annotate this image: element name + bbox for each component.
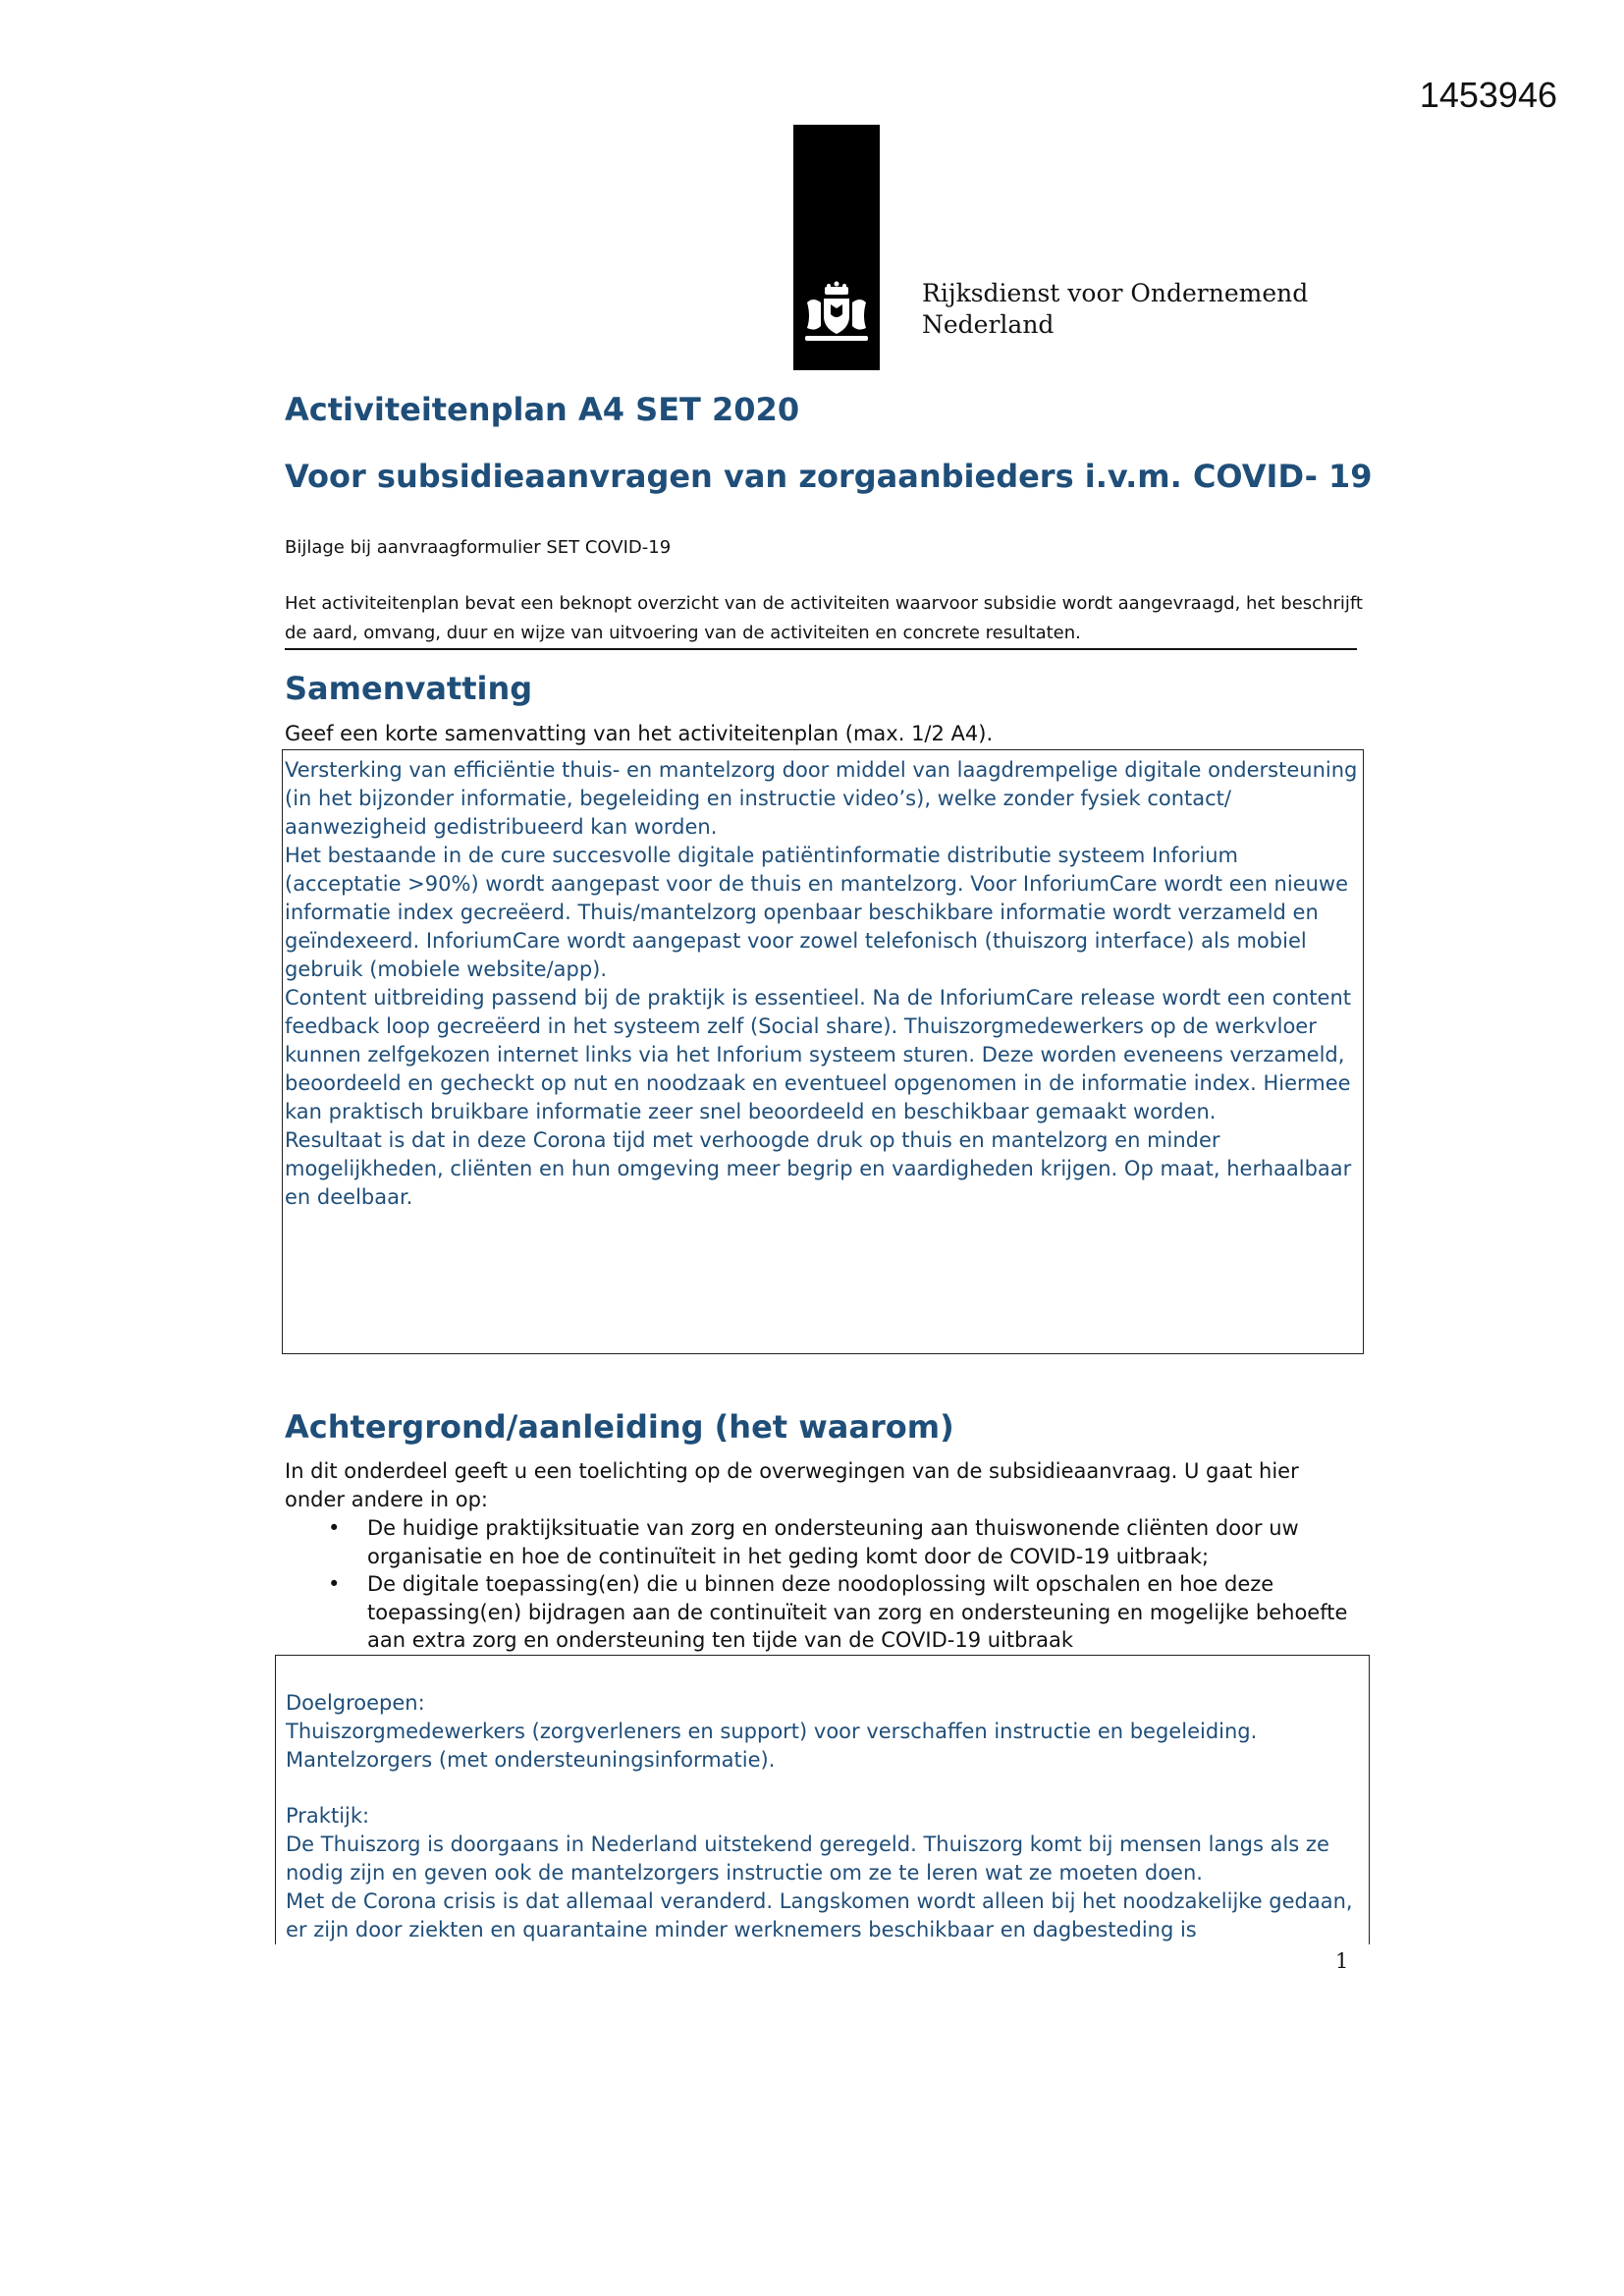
summary-paragraph: Resultaat is dat in deze Corona tijd met verhoogde druk op thuis en mantelzorg en minder mogelijkheden, cliënten en hun omgeving meer begrip en vaardigheden krijgen. Op maat, herhaalbaar en deelbaar.	[285, 1128, 1352, 1209]
summary-paragraph: Content uitbreiding passend bij de praktijk is essentieel. Na de InforiumCare release wordt een content feedback loop gecreëerd in het systeem zelf (Social share). Thuiszorgmedewerkers op de werkvloer kunnen zelfgekozen internet links via het Inforium systeem sturen. Deze worden eveneens verzameld, beoordeeld en gecheckt op nut en noodzaak en eventueel opgenomen in de informatie index. Hiermee kan praktisch bruikbare informatie zeer snel beoordeeld en beschikbaar gemaakt worden.	[285, 986, 1351, 1123]
divider	[285, 648, 1357, 650]
target-group-line: Thuiszorgmedewerkers (zorgverleners en support) voor verschaffen instructie en begeleiding.	[286, 1720, 1258, 1743]
crest-icon	[797, 281, 876, 350]
organization-name	[922, 278, 1308, 341]
bullet-icon: •	[328, 1516, 341, 1540]
practice-label: Praktijk:	[286, 1804, 370, 1828]
summary-instruction: Geef een korte samenvatting van het activiteitenplan (max. 1/2 A4).	[285, 722, 994, 745]
document-id: 1453946	[1419, 75, 1557, 115]
background-answer-box	[275, 1655, 1370, 1944]
summary-paragraph: Het bestaande in de cure succesvolle digitale patiëntinformatie distributie systeem Inforium (acceptatie >90%) wordt aangepast voor de thuis en mantelzorg. Voor InforiumCare wordt een nieuwe informatie index gecreëerd. Thuis/mantelzorg openbaar beschikbare informatie wordt verzameld en geïndexeerd. InforiumCare wordt aangepast voor zowel telefonisch (thuiszorg interface) als mobiel gebruik (mobiele website/app).	[285, 844, 1349, 981]
practice-paragraph: Met de Corona crisis is dat allemaal veranderd. Langskomen wordt alleen bij het noodzakelijke gedaan, er zijn door ziekten en quarantaine minder werknemers beschikbaar en dagbesteding is	[286, 1889, 1353, 1941]
bullet-text: De digitale toepassing(en) die u binnen deze noodoplossing wilt opschalen en hoe deze toepassing(en) bijdragen aan de continuïteit van zorg en ondersteuning en mogelijke behoefte aan extra zorg en ondersteuning ten tijde van de COVID-19 uitbraak	[367, 1572, 1348, 1652]
summary-paragraph: Versterking van efficiëntie thuis- en mantelzorg door middel van laagdrempelige digitale ondersteuning (in het bijzonder informatie, begeleiding en instructie video’s), welke zonder fysiek contact/ aanwezigheid gedistribueerd kan worden.	[285, 758, 1358, 839]
page-number: 1	[1335, 1949, 1349, 1973]
background-intro: In dit onderdeel geeft u een toelichting op de overwegingen van de subsidieaanvraag. U gaat hier onder andere in op:	[285, 1459, 1299, 1511]
summary-heading: Samenvatting	[285, 670, 533, 707]
background-bullet-list	[285, 1514, 1355, 1655]
intro-text: Het activiteitenplan bevat een beknopt overzicht van de activiteiten waarvoor subsidie wordt aangevraagd, het beschrijft de aard, omvang, duur en wijze van uitvoering van de activiteiten en concrete resultaten.	[285, 593, 1363, 643]
bullet-icon: •	[328, 1572, 341, 1596]
document-subtitle: Voor subsidieaanvragen van zorgaanbieders i.v.m. COVID- 19	[285, 458, 1373, 495]
summary-answer-box	[282, 749, 1364, 1354]
target-group-line: Mantelzorgers (met ondersteuningsinformatie).	[286, 1748, 776, 1772]
organization-name-line2: Nederland	[922, 310, 1055, 339]
organization-name-line1: Rijksdienst voor Ondernemend	[922, 279, 1309, 307]
background-heading: Achtergrond/aanleiding (het waarom)	[285, 1408, 954, 1446]
annex-text: Bijlage bij aanvraagformulier SET COVID-19	[285, 537, 672, 558]
list-item	[285, 1514, 1355, 1570]
target-group-label: Doelgroepen:	[286, 1691, 425, 1715]
document-title: Activiteitenplan A4 SET 2020	[285, 391, 800, 428]
practice-paragraph: De Thuiszorg is doorgaans in Nederland uitstekend geregeld. Thuiszorg komt bij mensen langs als ze nodig zijn en geven ook de mantelzorgers instructie om ze te leren wat ze moeten doen.	[286, 1832, 1329, 1885]
list-item	[285, 1570, 1355, 1655]
bullet-text: De huidige praktijksituatie van zorg en ondersteuning aan thuiswonende cliënten door uw organisatie en hoe de continuïteit in het geding komt door de COVID-19 uitbraak;	[367, 1516, 1299, 1568]
